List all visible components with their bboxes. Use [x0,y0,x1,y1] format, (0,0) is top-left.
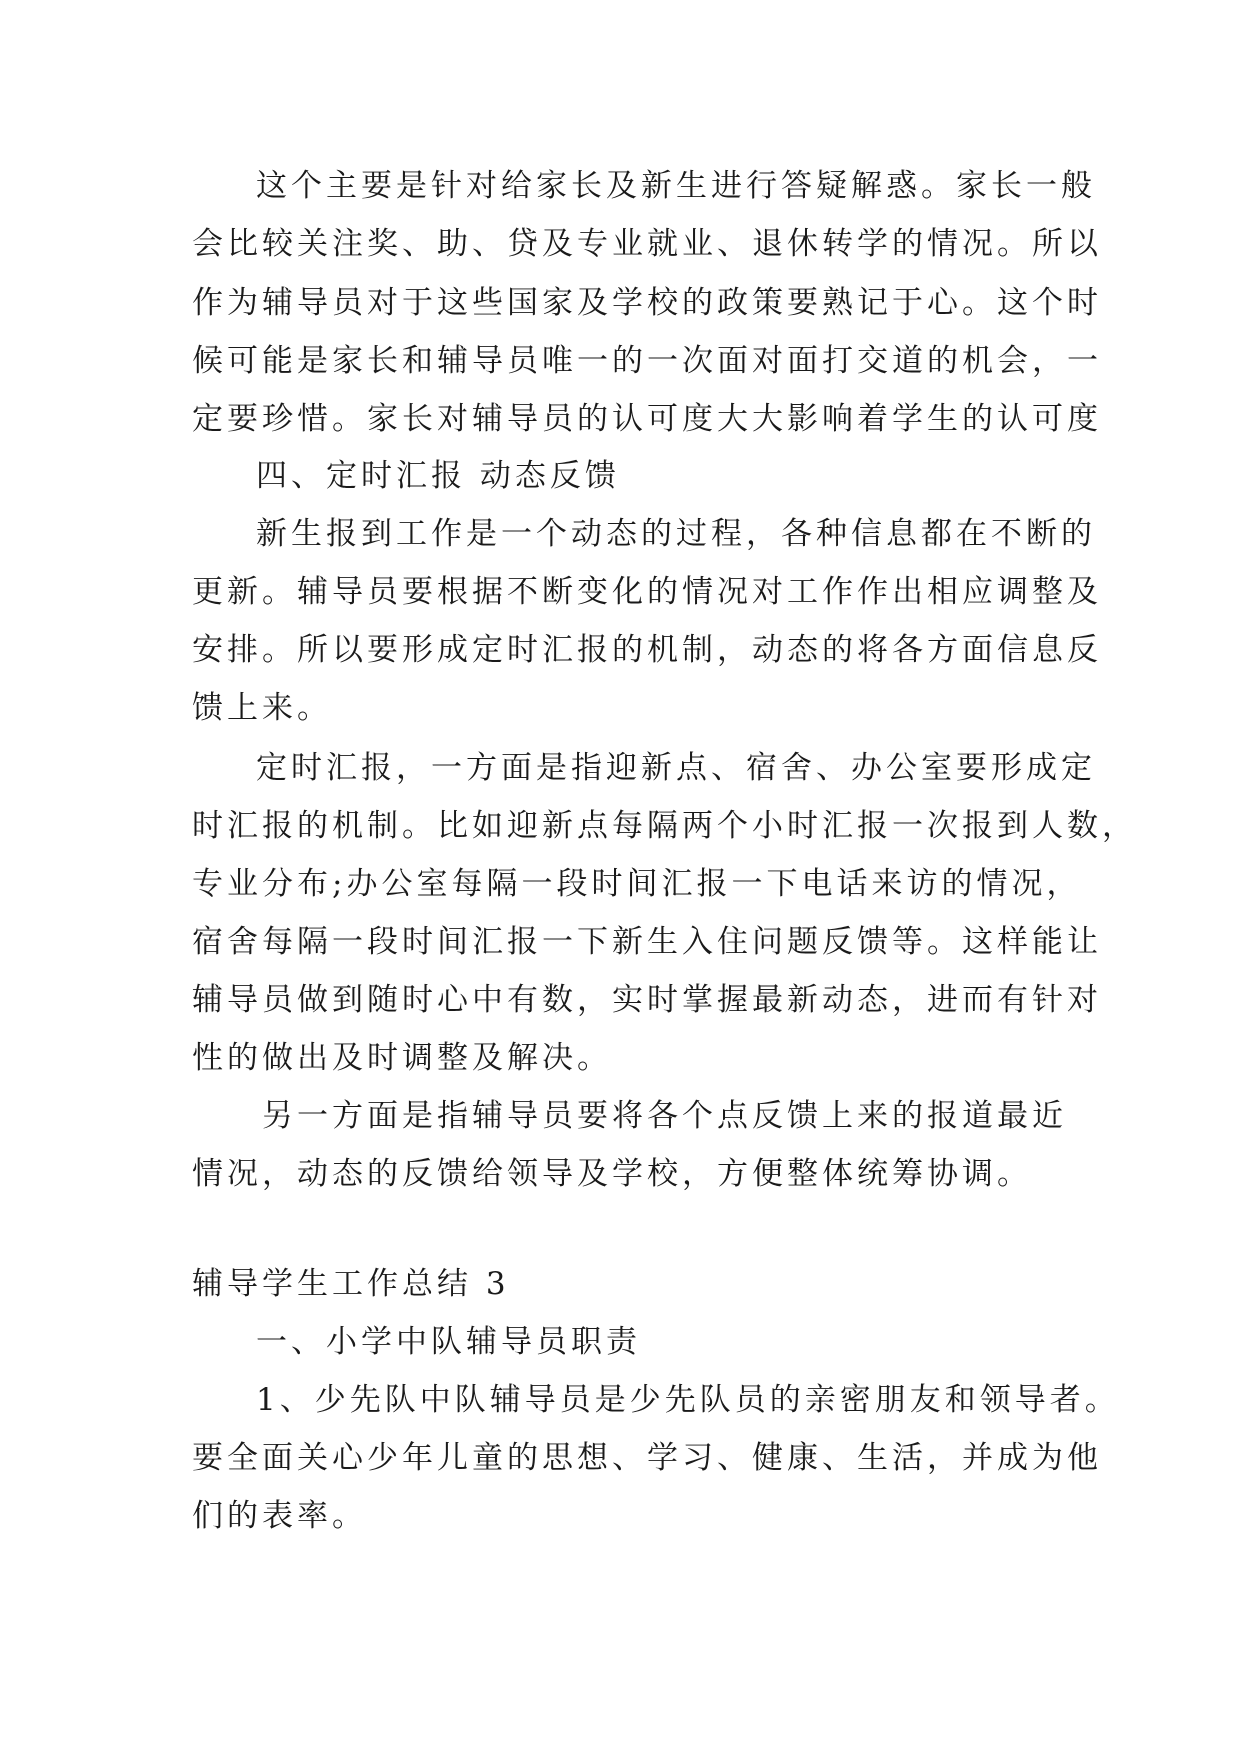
paragraph-line: 定时汇报，一方面是指迎新点、宿舍、办公室要形成定 [256,750,1096,786]
paragraph-line: 新生报到工作是一个动态的过程，各种信息都在不断的 [256,516,1096,552]
paragraph-line: 会比较关注奖、助、贷及专业就业、退休转学的情况。所以 [192,226,1102,262]
paragraph-line: 候可能是家长和辅导员唯一的一次面对面打交道的机会，一 [192,343,1102,379]
paragraph-line: 作为辅导员对于这些国家及学校的政策要熟记于心。这个时 [192,285,1102,321]
paragraph-line: 们的表率。 [192,1498,367,1534]
section-heading: 四、定时汇报 动态反馈 [256,458,620,494]
paragraph-line: 馈上来。 [192,690,332,726]
paragraph-line: 情况，动态的反馈给领导及学校，方便整体统筹协调。 [192,1156,1032,1192]
paragraph-line: 性的做出及时调整及解决。 [192,1040,612,1076]
paragraph-line: 定要珍惜。家长对辅导员的认可度大大影响着学生的认可度 [192,401,1102,437]
document-title: 辅导学生工作总结 3 [192,1266,510,1302]
paragraph-line: 安排。所以要形成定时汇报的机制，动态的将各方面信息反 [192,632,1102,668]
paragraph-line: 另一方面是指辅导员要将各个点反馈上来的报道最近 [262,1098,1067,1134]
paragraph-line: 这个主要是针对给家长及新生进行答疑解惑。家长一般 [256,168,1096,204]
paragraph-line: 时汇报的机制。比如迎新点每隔两个小时汇报一次报到人数， [192,808,1137,844]
paragraph-line: 更新。辅导员要根据不断变化的情况对工作作出相应调整及 [192,574,1102,610]
paragraph-line: 辅导员做到随时心中有数，实时掌握最新动态，进而有针对 [192,982,1102,1018]
paragraph-line: 宿舍每隔一段时间汇报一下新生入住问题反馈等。这样能让 [192,924,1102,960]
paragraph-line: 1、少先队中队辅导员是少先队员的亲密朋友和领导者。 [256,1382,1120,1418]
section-heading: 一、小学中队辅导员职责 [256,1324,641,1360]
paragraph-line: 要全面关心少年儿童的思想、学习、健康、生活，并成为他 [192,1440,1102,1476]
paragraph-line: 专业分布;办公室每隔一段时间汇报一下电话来访的情况， [192,866,1082,902]
